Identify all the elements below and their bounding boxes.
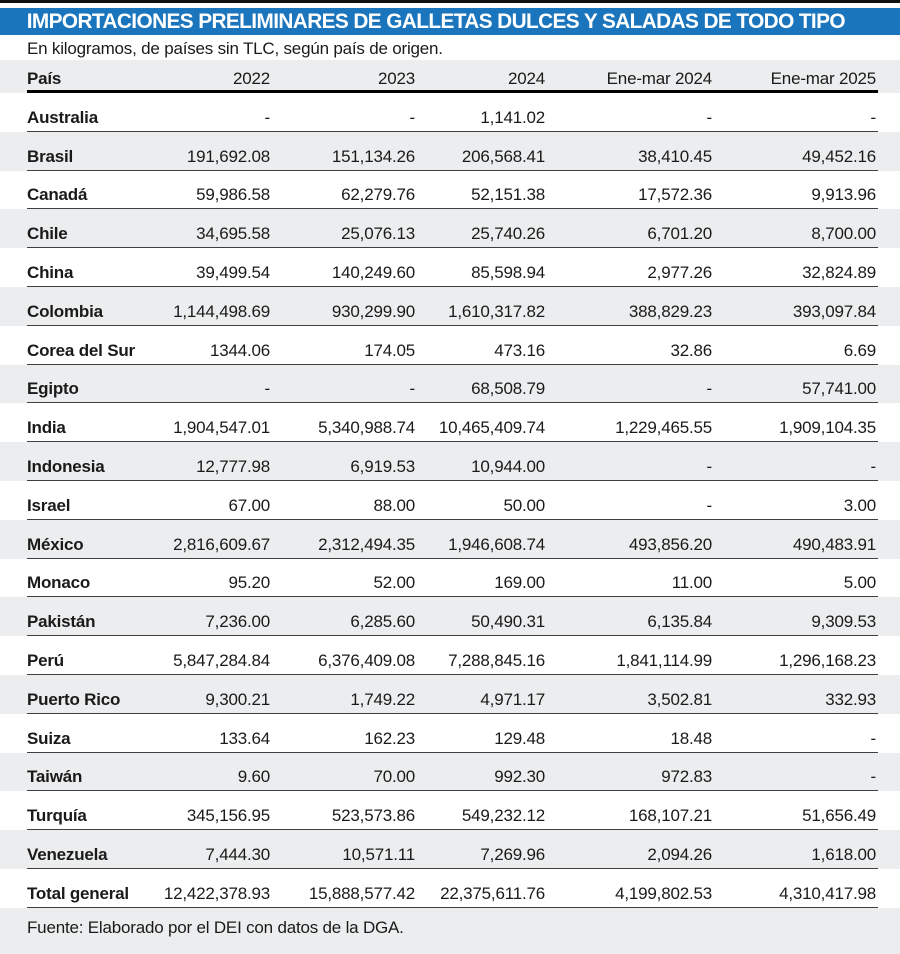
country-cell: Monaco xyxy=(27,573,91,593)
country-cell: Australia xyxy=(27,107,98,127)
table-row xyxy=(0,597,900,636)
table-row xyxy=(0,830,900,869)
table-row xyxy=(0,403,900,442)
value-cell: 7,269.96 xyxy=(480,844,545,864)
table-row xyxy=(0,93,900,132)
value-cell: 50,490.31 xyxy=(471,612,545,632)
value-cell: 12,777.98 xyxy=(196,456,270,476)
column-header-2023: 2023 xyxy=(377,69,415,88)
source-note: Fuente: Elaborado por el DEI con datos de la DGA. xyxy=(27,917,404,937)
country-cell: Turquía xyxy=(27,806,87,826)
value-cell: 129.48 xyxy=(494,728,545,748)
source-footer xyxy=(0,908,900,954)
value-cell: 70.00 xyxy=(373,767,415,787)
value-cell: 62,279.76 xyxy=(341,185,415,205)
row-grid xyxy=(27,287,878,326)
value-cell: 51,656.49 xyxy=(802,806,876,826)
country-cell: Indonesia xyxy=(27,456,105,476)
value-cell: - xyxy=(706,379,712,399)
value-cell: - xyxy=(264,379,270,399)
value-cell: 5,340,988.74 xyxy=(318,418,415,438)
title-bar xyxy=(0,8,900,35)
value-cell: 168,107.21 xyxy=(628,806,712,826)
table-row xyxy=(0,248,900,287)
value-cell: 85,598.94 xyxy=(471,262,545,282)
table-row xyxy=(0,442,900,481)
country-cell: Canadá xyxy=(27,185,88,205)
value-cell: 5,847,284.84 xyxy=(173,650,270,670)
country-cell: India xyxy=(27,418,66,438)
row-grid xyxy=(27,403,878,442)
row-grid xyxy=(27,442,878,481)
value-cell: 6.69 xyxy=(843,340,876,360)
value-cell: 1,749.22 xyxy=(350,689,415,709)
table-row xyxy=(0,636,900,675)
row-grid xyxy=(27,791,878,830)
value-cell: 32.86 xyxy=(670,340,712,360)
country-cell: Total general xyxy=(27,883,129,903)
value-cell: 6,701.20 xyxy=(647,224,712,244)
row-grid xyxy=(27,326,878,365)
row-grid xyxy=(27,830,878,869)
value-cell: 169.00 xyxy=(494,573,545,593)
country-cell: Egipto xyxy=(27,379,79,399)
row-grid xyxy=(27,209,878,248)
value-cell: 151,134.26 xyxy=(331,146,415,166)
value-cell: 10,465,409.74 xyxy=(438,418,545,438)
table-body xyxy=(0,93,900,908)
value-cell: 523,573.86 xyxy=(331,806,415,826)
column-header-2024: 2024 xyxy=(507,69,545,88)
value-cell: 38,410.45 xyxy=(638,146,712,166)
top-border-rule xyxy=(0,0,900,3)
table-row xyxy=(0,791,900,830)
row-grid xyxy=(27,93,878,132)
value-cell: 393,097.84 xyxy=(792,301,876,321)
value-cell: 4,310,417.98 xyxy=(779,883,876,903)
value-cell: - xyxy=(870,107,876,127)
table-row xyxy=(0,209,900,248)
column-header-ene-mar-2024: Ene-mar 2024 xyxy=(606,69,712,88)
value-cell: 10,571.11 xyxy=(342,844,415,864)
value-cell: 95.20 xyxy=(228,573,270,593)
country-cell: Perú xyxy=(27,650,64,670)
country-cell: Puerto Rico xyxy=(27,689,121,709)
value-cell: 388,829.23 xyxy=(628,301,712,321)
value-cell: 9.60 xyxy=(237,767,270,787)
value-cell: 549,232.12 xyxy=(461,806,545,826)
value-cell: 52.00 xyxy=(373,573,415,593)
value-cell: 930,299.90 xyxy=(331,301,415,321)
value-cell: 1,610,317.82 xyxy=(448,301,545,321)
table-subtitle: En kilogramos, de países sin TLC, según país de origen. xyxy=(27,39,443,58)
country-cell: México xyxy=(27,534,84,554)
value-cell: 1,296,168.23 xyxy=(779,650,876,670)
row-grid xyxy=(27,753,878,792)
value-cell: 7,444.30 xyxy=(205,844,270,864)
country-cell: Corea del Sur xyxy=(27,340,135,360)
value-cell: 2,816,609.67 xyxy=(173,534,270,554)
value-cell: 162.23 xyxy=(364,728,415,748)
value-cell: 1,618.00 xyxy=(811,844,876,864)
value-cell: 5.00 xyxy=(843,573,876,593)
table-header-grid xyxy=(27,60,878,93)
value-cell: 8,700.00 xyxy=(811,224,876,244)
value-cell: 1,946,608.74 xyxy=(448,534,545,554)
value-cell: 992.30 xyxy=(494,767,545,787)
value-cell: - xyxy=(706,456,712,476)
value-cell: 6,135.84 xyxy=(647,612,712,632)
row-grid xyxy=(27,248,878,287)
value-cell: 32,824.89 xyxy=(802,262,876,282)
column-header-ene-mar-2025: Ene-mar 2025 xyxy=(770,69,876,88)
value-cell: 22,375,611.76 xyxy=(440,883,545,903)
value-cell: 9,913.96 xyxy=(811,185,876,205)
value-cell: 332.93 xyxy=(825,689,876,709)
value-cell: 67.00 xyxy=(228,495,270,515)
country-cell: Chile xyxy=(27,224,68,244)
country-cell: Brasil xyxy=(27,146,74,166)
value-cell: 4,971.17 xyxy=(480,689,545,709)
value-cell: 7,236.00 xyxy=(205,612,270,632)
value-cell: - xyxy=(870,767,876,787)
value-cell: 1,909,104.35 xyxy=(779,418,876,438)
value-cell: 7,288,845.16 xyxy=(448,650,545,670)
country-cell: China xyxy=(27,262,74,282)
value-cell: 18.48 xyxy=(670,728,712,748)
value-cell: - xyxy=(870,728,876,748)
country-cell: Venezuela xyxy=(27,844,108,864)
row-grid xyxy=(27,520,878,559)
row-grid xyxy=(27,171,878,210)
value-cell: 140,249.60 xyxy=(331,262,415,282)
value-cell: 1,144,498.69 xyxy=(173,301,270,321)
row-grid xyxy=(27,365,878,404)
value-cell: 25,740.26 xyxy=(471,224,545,244)
table-row xyxy=(0,365,900,404)
value-cell: 17,572.36 xyxy=(638,185,712,205)
value-cell: 133.64 xyxy=(219,728,270,748)
country-cell: Pakistán xyxy=(27,612,96,632)
value-cell: 490,483.91 xyxy=(792,534,876,554)
value-cell: - xyxy=(409,379,415,399)
page-title: IMPORTACIONES PRELIMINARES DE GALLETAS DULCES Y SALADAS DE TODO TIPO xyxy=(26,9,845,33)
country-cell: Israel xyxy=(27,495,71,515)
value-cell: 2,094.26 xyxy=(647,844,712,864)
value-cell: - xyxy=(264,107,270,127)
row-grid xyxy=(27,481,878,520)
table-header-row xyxy=(0,60,900,93)
table-row xyxy=(0,326,900,365)
value-cell: - xyxy=(706,495,712,515)
value-cell: 49,452.16 xyxy=(802,146,876,166)
country-cell: Colombia xyxy=(27,301,103,321)
value-cell: 191,692.08 xyxy=(186,146,270,166)
value-cell: 2,977.26 xyxy=(647,262,712,282)
value-cell: 1,141.02 xyxy=(480,107,545,127)
value-cell: 9,300.21 xyxy=(205,689,270,709)
value-cell: 2,312,494.35 xyxy=(318,534,415,554)
value-cell: 1,904,547.01 xyxy=(173,418,270,438)
value-cell: 52,151.38 xyxy=(471,185,545,205)
value-cell: 15,888,577.42 xyxy=(308,883,415,903)
value-cell: 57,741.00 xyxy=(802,379,876,399)
value-cell: 12,422,378.93 xyxy=(163,883,270,903)
country-cell: Taiwán xyxy=(27,767,83,787)
row-grid xyxy=(27,675,878,714)
country-cell: Suiza xyxy=(27,728,71,748)
value-cell: 206,568.41 xyxy=(461,146,545,166)
value-cell: 972.83 xyxy=(661,767,712,787)
value-cell: 345,156.95 xyxy=(186,806,270,826)
value-cell: 10,944.00 xyxy=(471,456,545,476)
table-row xyxy=(0,675,900,714)
table-row xyxy=(0,714,900,753)
value-cell: 1,841,114.99 xyxy=(616,650,712,670)
value-cell: 50.00 xyxy=(503,495,545,515)
total-row xyxy=(0,869,900,908)
value-cell: 68,508.79 xyxy=(471,379,545,399)
value-cell: 39,499.54 xyxy=(196,262,270,282)
value-cell: - xyxy=(870,456,876,476)
value-cell: 25,076.13 xyxy=(341,224,415,244)
row-grid xyxy=(27,132,878,171)
table-row xyxy=(0,753,900,792)
value-cell: 59,986.58 xyxy=(196,185,270,205)
row-grid xyxy=(27,869,878,908)
value-cell: 493,856.20 xyxy=(628,534,712,554)
value-cell: 6,376,409.08 xyxy=(318,650,415,670)
column-header-pais: País xyxy=(27,69,62,88)
value-cell: 4,199,802.53 xyxy=(615,883,712,903)
column-header-2022: 2022 xyxy=(232,69,270,88)
row-grid xyxy=(27,597,878,636)
table-row xyxy=(0,481,900,520)
value-cell: 3,502.81 xyxy=(647,689,712,709)
value-cell: - xyxy=(706,107,712,127)
value-cell: 1,229,465.55 xyxy=(615,418,712,438)
value-cell: 11.00 xyxy=(671,573,712,593)
row-grid xyxy=(27,714,878,753)
value-cell: - xyxy=(409,107,415,127)
table-row xyxy=(0,287,900,326)
table-row xyxy=(0,171,900,210)
value-cell: 6,285.60 xyxy=(350,612,415,632)
value-cell: 9,309.53 xyxy=(811,612,876,632)
value-cell: 1344.06 xyxy=(209,340,270,360)
value-cell: 3.00 xyxy=(843,495,876,515)
value-cell: 34,695.58 xyxy=(196,224,270,244)
row-grid xyxy=(27,559,878,598)
value-cell: 174.05 xyxy=(364,340,415,360)
value-cell: 88.00 xyxy=(373,495,415,515)
table-row xyxy=(0,559,900,598)
value-cell: 473.16 xyxy=(494,340,545,360)
table-row xyxy=(0,132,900,171)
table-row xyxy=(0,520,900,559)
row-grid xyxy=(27,636,878,675)
value-cell: 6,919.53 xyxy=(350,456,415,476)
